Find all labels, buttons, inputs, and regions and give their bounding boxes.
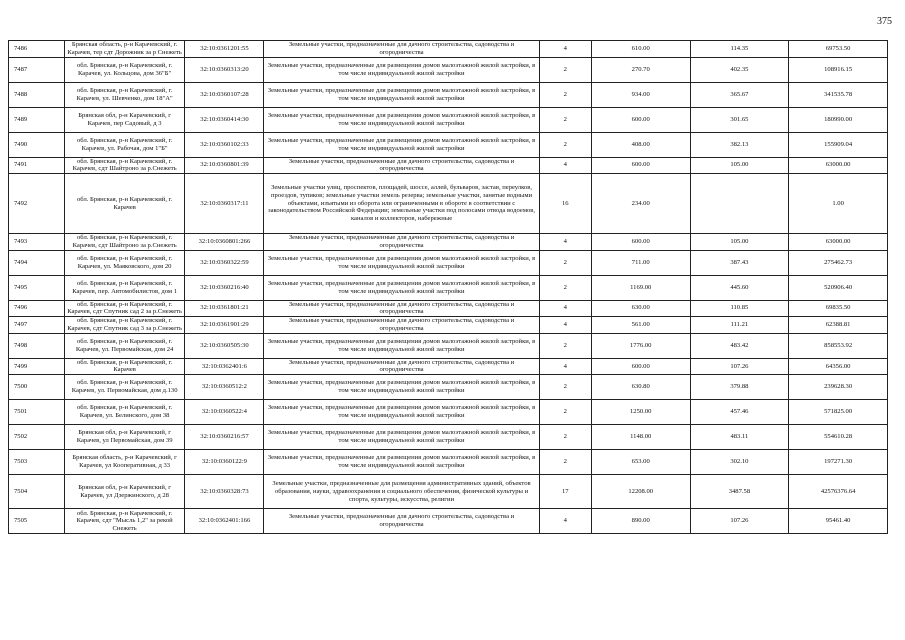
cell-land-use: Земельные участки, предназначенные для размещения домов малоэтажной жилой застройки, в том числе индивидуальной жилой застройки — [264, 57, 539, 82]
cell-unit-value: 379.88 — [690, 375, 789, 400]
cell-cadastral-number: 32:10:0360522:4 — [185, 400, 264, 425]
cell-cadastral-number: 32:10:0360102:33 — [185, 132, 264, 157]
cell-cadastral-value: 42576376.64 — [789, 475, 888, 509]
table-body — [9, 41, 888, 534]
cell-cadastral-number: 32:10:0360512:2 — [185, 375, 264, 400]
cell-land-use: Земельные участки улиц, проспектов, площадей, шоссе, аллей, бульваров, застав, переулков, проездов, тупиков; земельные участки земель резерва; земельные участки, занятые водными объектами, изъятыми из оборота или ограниченными в обороте в соответствии с законодательством Российской Федерации; земельные участки под полосами отвода водоемов, каналов и коллекторов, набережные — [264, 174, 539, 234]
cell-unit-value: 457.46 — [690, 400, 789, 425]
cell-unit-value: 105.00 — [690, 157, 789, 174]
cell-area: 408.00 — [591, 132, 690, 157]
cell-cadastral-number: 32:10:0362401:6 — [185, 358, 264, 375]
table-row — [9, 509, 888, 534]
cell-row-number: 7492 — [9, 174, 65, 234]
cell-cadastral-number: 32:10:0362401:166 — [185, 509, 264, 534]
cell-cadastral-number: 32:10:0361901:29 — [185, 317, 264, 334]
cell-cadastral-number: 32:10:0360107:28 — [185, 82, 264, 107]
table-row — [9, 333, 888, 358]
cell-address: обл. Брянская, р-н Карачевский, г. Карачев, ул. Белинского, дом 38 — [64, 400, 185, 425]
cell-address: обл. Брянская, р-н Карачевский, г. Карачев, сдт Шайтроно за р.Снежеть — [64, 157, 185, 174]
cell-unit-value: 114.35 — [690, 41, 789, 58]
cell-cadastral-number: 32:10:0360505:30 — [185, 333, 264, 358]
cell-land-use: Земельные участки, предназначенные для дачного строительства, садоводства и огородничества — [264, 41, 539, 58]
cell-cadastral-value: 63000.00 — [789, 234, 888, 251]
cell-row-number: 7502 — [9, 425, 65, 450]
cell-address: обл. Брянская, р-н Карачевский, г. Карачев, сдт "Мысль 1,2" за рекой Снежеть — [64, 509, 185, 534]
cell-area: 1776.00 — [591, 333, 690, 358]
cell-row-number: 7504 — [9, 475, 65, 509]
cell-group-code: 17 — [539, 475, 591, 509]
cell-cadastral-number: 32:10:0360216:57 — [185, 425, 264, 450]
cell-land-use: Земельные участки, предназначенные для размещения домов малоэтажной жилой застройки, в том числе индивидуальной жилой застройки — [264, 132, 539, 157]
cell-land-use: Земельные участки, предназначенные для размещения домов малоэтажной жилой застройки, в том числе индивидуальной жилой застройки — [264, 425, 539, 450]
cell-group-code: 2 — [539, 132, 591, 157]
cell-area: 1148.00 — [591, 425, 690, 450]
cell-address: Брянская область, р-н Карачевский, г Карачев, ул Кооперативная, д 33 — [64, 450, 185, 475]
table-row — [9, 475, 888, 509]
cell-land-use: Земельные участки, предназначенные для дачного строительства, садоводства и огородничества — [264, 157, 539, 174]
cell-unit-value: 387.43 — [690, 250, 789, 275]
cell-row-number: 7489 — [9, 107, 65, 132]
cell-unit-value: 382.13 — [690, 132, 789, 157]
cell-row-number: 7501 — [9, 400, 65, 425]
cell-address: обл. Брянская, р-н Карачевский, г. Карачев, ул. Рабочая, дом 1"Б" — [64, 132, 185, 157]
cell-address: обл. Брянская, р-н Карачевский, г. Карачев, ул. Первомайская, дом д.130 — [64, 375, 185, 400]
cell-address: обл. Брянская, р-н Карачевский, г. Карачев — [64, 174, 185, 234]
cell-cadastral-value: 520906.40 — [789, 275, 888, 300]
table-row — [9, 57, 888, 82]
cell-address: обл. Брянская, р-н Карачевский, г. Карачев, сдт Спутник сад 3 за р.Снежеть — [64, 317, 185, 334]
cell-land-use: Земельные участки, предназначенные для дачного строительства, садоводства и огородничества — [264, 234, 539, 251]
cell-area: 711.00 — [591, 250, 690, 275]
cell-cadastral-value: 554610.28 — [789, 425, 888, 450]
cell-unit-value: 483.11 — [690, 425, 789, 450]
table-row — [9, 41, 888, 58]
cell-cadastral-value: 95461.40 — [789, 509, 888, 534]
cell-cadastral-value: 1.00 — [789, 174, 888, 234]
cell-group-code: 4 — [539, 41, 591, 58]
cell-unit-value: 301.65 — [690, 107, 789, 132]
cell-cadastral-value: 571825.00 — [789, 400, 888, 425]
cell-group-code: 2 — [539, 107, 591, 132]
cell-land-use: Земельные участки, предназначенные для размещения домов малоэтажной жилой застройки, в том числе индивидуальной жилой застройки — [264, 107, 539, 132]
cell-land-use: Земельные участки, предназначенные для размещения административных зданий, объектов образования, науки, здравоохранения и социального обеспечения, физической культуры и спорта, культуры, искусства, религии — [264, 475, 539, 509]
cell-area: 561.00 — [591, 317, 690, 334]
cell-unit-value: 483.42 — [690, 333, 789, 358]
cell-address: Брянская обл, р-н Карачевский, г Карачев, ул Первомайская, дом 39 — [64, 425, 185, 450]
cell-cadastral-value: 63000.00 — [789, 157, 888, 174]
cell-address: обл. Брянская, р-н Карачевский, г. Карачев, пер. Автомобилистов, дом 1 — [64, 275, 185, 300]
cell-unit-value: 3487.58 — [690, 475, 789, 509]
cell-unit-value: 302.10 — [690, 450, 789, 475]
cell-cadastral-value: 62388.81 — [789, 317, 888, 334]
cell-area: 1250.00 — [591, 400, 690, 425]
cell-group-code: 4 — [539, 300, 591, 317]
cell-group-code: 4 — [539, 509, 591, 534]
cell-row-number: 7486 — [9, 41, 65, 58]
cell-row-number: 7505 — [9, 509, 65, 534]
table-row — [9, 132, 888, 157]
cell-address: обл. Брянская, р-н Карачевский, г. Карачев, сдт Шайтроно за р.Снежеть — [64, 234, 185, 251]
cell-land-use: Земельные участки, предназначенные для дачного строительства, садоводства и огородничества — [264, 300, 539, 317]
cell-address: Брянская обл, р-н Карачевский, г Карачев, пер Садовый, д 3 — [64, 107, 185, 132]
table-row — [9, 82, 888, 107]
cell-area: 630.00 — [591, 300, 690, 317]
cell-group-code: 4 — [539, 317, 591, 334]
cell-land-use: Земельные участки, предназначенные для размещения домов малоэтажной жилой застройки, в том числе индивидуальной жилой застройки — [264, 450, 539, 475]
table-row — [9, 317, 888, 334]
cell-unit-value: 107.26 — [690, 509, 789, 534]
cell-cadastral-value: 69835.50 — [789, 300, 888, 317]
table-row — [9, 400, 888, 425]
cell-group-code: 2 — [539, 375, 591, 400]
cell-address: обл. Брянская, р-н Карачевский, г. Карачев, ул. Маяковского, дом 20 — [64, 250, 185, 275]
cell-group-code: 4 — [539, 157, 591, 174]
cell-cadastral-number: 32:10:0360317:11 — [185, 174, 264, 234]
land-registry-table — [8, 40, 888, 534]
cell-cadastral-value: 275462.73 — [789, 250, 888, 275]
cell-cadastral-number: 32:10:0360328:73 — [185, 475, 264, 509]
cell-cadastral-number: 32:10:0360414:30 — [185, 107, 264, 132]
cell-address: обл. Брянская, р-н Карачевский, г. Карачев, ул. Первомайская, дом 24 — [64, 333, 185, 358]
table-row — [9, 300, 888, 317]
cell-land-use: Земельные участки, предназначенные для дачного строительства, садоводства и огородничества — [264, 358, 539, 375]
cell-group-code: 16 — [539, 174, 591, 234]
cell-unit-value: 445.60 — [690, 275, 789, 300]
cell-land-use: Земельные участки, предназначенные для размещения домов малоэтажной жилой застройки, в том числе индивидуальной жилой застройки — [264, 275, 539, 300]
cell-unit-value: 402.35 — [690, 57, 789, 82]
cell-group-code: 2 — [539, 250, 591, 275]
table-row — [9, 174, 888, 234]
cell-group-code: 4 — [539, 358, 591, 375]
cell-land-use: Земельные участки, предназначенные для размещения домов малоэтажной жилой застройки, в том числе индивидуальной жилой застройки — [264, 400, 539, 425]
cell-cadastral-value: 180990.00 — [789, 107, 888, 132]
page-number: 375 — [877, 16, 892, 27]
cell-group-code: 2 — [539, 82, 591, 107]
cell-unit-value: 110.85 — [690, 300, 789, 317]
cell-cadastral-value: 155909.04 — [789, 132, 888, 157]
cell-area: 630.80 — [591, 375, 690, 400]
cell-group-code: 2 — [539, 450, 591, 475]
table-row — [9, 234, 888, 251]
cell-area: 600.00 — [591, 107, 690, 132]
cell-row-number: 7488 — [9, 82, 65, 107]
cell-cadastral-number: 32:10:0360122:9 — [185, 450, 264, 475]
cell-address: обл. Брянская, р-н Карачевский, г. Карачев — [64, 358, 185, 375]
cell-area: 600.00 — [591, 358, 690, 375]
table-row — [9, 358, 888, 375]
cell-row-number: 7491 — [9, 157, 65, 174]
cell-area: 1169.00 — [591, 275, 690, 300]
cell-address: обл. Брянская, р-н Карачевский, г. Карачев, ул. Шевченко, дом 18"А" — [64, 82, 185, 107]
cell-address: Брянская область, р-н Карачевский, г. Карачев, тер сдт Дорожник за р Снежеть — [64, 41, 185, 58]
cell-area: 12208.00 — [591, 475, 690, 509]
table-row — [9, 250, 888, 275]
table-row — [9, 157, 888, 174]
cell-group-code: 4 — [539, 234, 591, 251]
cell-row-number: 7498 — [9, 333, 65, 358]
cell-row-number: 7499 — [9, 358, 65, 375]
table-row — [9, 107, 888, 132]
cell-address: обл. Брянская, р-н Карачевский, г. Карачев, сдт Спутник сад 2 за р.Снежеть — [64, 300, 185, 317]
cell-land-use: Земельные участки, предназначенные для размещения домов малоэтажной жилой застройки, в том числе индивидуальной жилой застройки — [264, 82, 539, 107]
cell-row-number: 7493 — [9, 234, 65, 251]
cell-unit-value: 111.21 — [690, 317, 789, 334]
cell-address: обл. Брянская, р-н Карачевский, г. Карачев, ул. Кольцова, дом 36"Б" — [64, 57, 185, 82]
cell-row-number: 7487 — [9, 57, 65, 82]
cell-group-code: 2 — [539, 333, 591, 358]
cell-cadastral-value: 108916.15 — [789, 57, 888, 82]
cell-area: 610.00 — [591, 41, 690, 58]
cell-cadastral-number: 32:10:0360313:20 — [185, 57, 264, 82]
cell-address: Брянская обл, р-н Карачевский, г Карачев, ул Дзержинского, д 28 — [64, 475, 185, 509]
cell-cadastral-value: 197271.30 — [789, 450, 888, 475]
cell-area: 600.00 — [591, 157, 690, 174]
cell-land-use: Земельные участки, предназначенные для дачного строительства, садоводства и огородничества — [264, 509, 539, 534]
table-row — [9, 375, 888, 400]
table-row — [9, 450, 888, 475]
cell-row-number: 7503 — [9, 450, 65, 475]
cell-unit-value: 105.00 — [690, 234, 789, 251]
cell-area: 234.00 — [591, 174, 690, 234]
cell-row-number: 7495 — [9, 275, 65, 300]
cell-unit-value: 365.67 — [690, 82, 789, 107]
cell-group-code: 2 — [539, 425, 591, 450]
cell-area: 934.00 — [591, 82, 690, 107]
cell-group-code: 2 — [539, 400, 591, 425]
cell-area: 653.00 — [591, 450, 690, 475]
cell-cadastral-value: 239628.30 — [789, 375, 888, 400]
cell-group-code: 2 — [539, 57, 591, 82]
cell-cadastral-value: 858553.92 — [789, 333, 888, 358]
cell-area: 600.00 — [591, 234, 690, 251]
cell-unit-value: 107.26 — [690, 358, 789, 375]
cell-group-code: 2 — [539, 275, 591, 300]
cell-area: 890.00 — [591, 509, 690, 534]
cell-row-number: 7494 — [9, 250, 65, 275]
cell-area: 270.70 — [591, 57, 690, 82]
cell-cadastral-value: 64356.00 — [789, 358, 888, 375]
table-row — [9, 275, 888, 300]
cell-cadastral-number: 32:10:0360322:59 — [185, 250, 264, 275]
cell-cadastral-number: 32:10:0360216:40 — [185, 275, 264, 300]
cell-row-number: 7490 — [9, 132, 65, 157]
cell-cadastral-number: 32:10:0361801:21 — [185, 300, 264, 317]
cell-cadastral-number: 32:10:0360801:39 — [185, 157, 264, 174]
cell-row-number: 7496 — [9, 300, 65, 317]
cell-row-number: 7500 — [9, 375, 65, 400]
cell-land-use: Земельные участки, предназначенные для размещения домов малоэтажной жилой застройки, в том числе индивидуальной жилой застройки — [264, 375, 539, 400]
cell-cadastral-value: 69753.50 — [789, 41, 888, 58]
cell-cadastral-number: 32:10:0360801:266 — [185, 234, 264, 251]
cell-unit-value — [690, 174, 789, 234]
cell-cadastral-number: 32:10:0361201:55 — [185, 41, 264, 58]
cell-row-number: 7497 — [9, 317, 65, 334]
cell-land-use: Земельные участки, предназначенные для размещения домов малоэтажной жилой застройки, в том числе индивидуальной жилой застройки — [264, 250, 539, 275]
cell-cadastral-value: 341535.78 — [789, 82, 888, 107]
cell-land-use: Земельные участки, предназначенные для размещения домов малоэтажной жилой застройки, в том числе индивидуальной жилой застройки — [264, 333, 539, 358]
cell-land-use: Земельные участки, предназначенные для дачного строительства, садоводства и огородничества — [264, 317, 539, 334]
table-row — [9, 425, 888, 450]
